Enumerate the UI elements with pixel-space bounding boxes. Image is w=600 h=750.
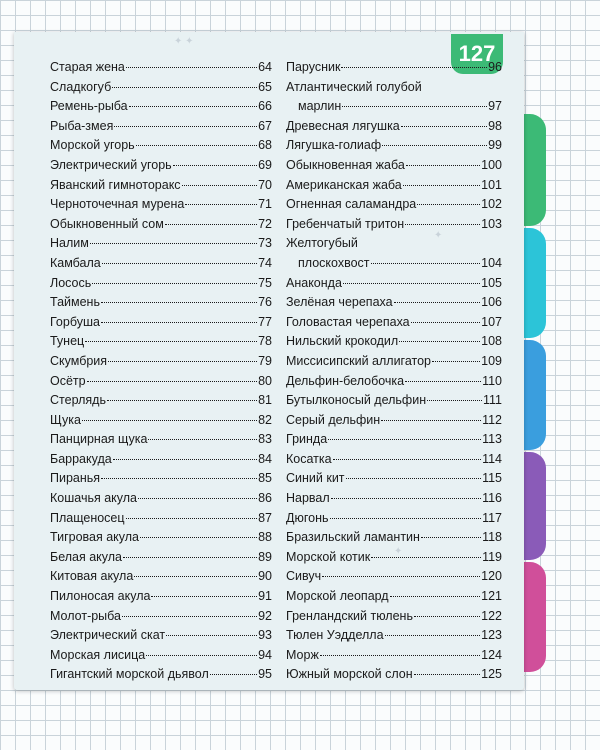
entry-page-number: 111 xyxy=(482,393,502,408)
entry-page-number: 74 xyxy=(258,255,272,270)
entry-name: Пиранья xyxy=(50,471,101,486)
dot-leader xyxy=(390,596,481,597)
entry-name: Бразильский ламантин xyxy=(286,530,420,545)
entry-name: Американская жаба xyxy=(286,177,402,192)
index-entry xyxy=(50,567,272,587)
index-entry xyxy=(286,254,502,274)
entry-page-number: 92 xyxy=(258,608,272,623)
entry-name: Гренландский тюлень xyxy=(286,608,413,623)
entry-name: Зелёная черепаха xyxy=(286,295,393,310)
index-entry xyxy=(286,176,502,196)
dot-leader xyxy=(82,420,257,421)
dot-leader xyxy=(381,420,481,421)
dot-leader xyxy=(185,204,257,205)
index-entry xyxy=(286,430,502,450)
entry-page-number: 67 xyxy=(258,118,272,133)
entry-name: Камбала xyxy=(50,255,101,270)
entry-page-number: 81 xyxy=(258,393,272,408)
entry-name: Кошачья акула xyxy=(50,491,137,506)
dot-leader xyxy=(330,518,482,519)
index-entry xyxy=(50,646,272,666)
dot-leader xyxy=(328,439,481,440)
index-entry xyxy=(50,450,272,470)
index-entry xyxy=(50,97,272,117)
entry-page-number: 76 xyxy=(258,295,272,310)
entry-name: Миссисипский аллигатор xyxy=(286,353,432,368)
entry-name: Гребенчатый тритон xyxy=(286,216,405,231)
index-entry xyxy=(286,548,502,568)
dot-leader xyxy=(90,243,257,244)
dot-leader xyxy=(417,204,480,205)
dot-leader xyxy=(414,674,481,675)
entry-name: Атлантический голубой xyxy=(286,79,422,94)
entry-name: Плащеносец xyxy=(50,510,125,525)
dot-leader xyxy=(123,557,257,558)
entry-page-number: 123 xyxy=(481,628,502,643)
dot-leader xyxy=(173,165,257,166)
entry-page-number: 116 xyxy=(482,491,502,506)
index-entry xyxy=(286,489,502,509)
index-entry xyxy=(286,97,502,117)
entry-page-number: 99 xyxy=(488,138,502,153)
entry-name: Барракуда xyxy=(50,451,112,466)
entry-page-number: 64 xyxy=(258,60,272,74)
index-entry xyxy=(286,78,502,98)
entry-page-number: 94 xyxy=(258,647,272,662)
dot-leader xyxy=(401,126,487,127)
entry-page-number: 87 xyxy=(258,510,272,525)
entry-page-number: 84 xyxy=(258,451,272,466)
entry-name: Рыба-змея xyxy=(50,118,114,133)
index-entry xyxy=(50,254,272,274)
index-entry xyxy=(50,117,272,137)
dot-leader xyxy=(101,478,257,479)
entry-name: Таймень xyxy=(50,295,100,310)
entry-name: Скумбрия xyxy=(50,353,108,368)
dot-leader xyxy=(92,283,257,284)
dot-leader xyxy=(126,518,258,519)
entry-name: Головастая черепаха xyxy=(286,314,410,329)
entry-page-number: 72 xyxy=(258,216,272,231)
entry-page-number: 124 xyxy=(481,647,502,662)
index-entry xyxy=(286,665,502,685)
entry-page-number: 68 xyxy=(258,138,272,153)
entry-page-number: 115 xyxy=(482,471,502,486)
dot-leader xyxy=(134,576,257,577)
entry-name: Морж xyxy=(286,647,319,662)
entry-page-number: 108 xyxy=(481,334,502,349)
sparkle-icon: ✦ xyxy=(394,546,403,557)
index-entry xyxy=(286,332,502,352)
index-entry xyxy=(286,411,502,431)
entry-page-number: 125 xyxy=(481,667,502,682)
entry-page-number: 95 xyxy=(258,667,272,682)
entry-page-number: 107 xyxy=(481,314,502,329)
entry-name: Тюлен Уэдделла xyxy=(286,628,384,643)
index-entry xyxy=(50,509,272,529)
entry-page-number: 70 xyxy=(258,177,272,192)
index-entry xyxy=(50,665,272,685)
entry-page-number: 73 xyxy=(258,236,272,251)
index-entry xyxy=(286,313,502,333)
entry-page-number: 86 xyxy=(258,491,272,506)
entry-page-number: 121 xyxy=(481,589,502,604)
entry-name: Нарвал xyxy=(286,491,330,506)
index-entry xyxy=(286,136,502,156)
entry-page-number: 91 xyxy=(258,589,272,604)
dot-leader xyxy=(411,322,481,323)
entry-name: Анаконда xyxy=(286,275,342,290)
entry-name: Старая жена xyxy=(50,60,125,74)
dot-leader xyxy=(146,655,257,656)
entry-name: Нильский крокодил xyxy=(286,334,399,349)
index-entry xyxy=(286,293,502,313)
entry-page-number: 90 xyxy=(258,569,272,584)
index-entry xyxy=(50,293,272,313)
index-entry xyxy=(286,58,502,78)
entry-name: Лосось xyxy=(50,275,92,290)
index-entry xyxy=(286,372,502,392)
index-entry xyxy=(286,234,502,254)
entry-page-number: 119 xyxy=(482,549,502,564)
index-entry xyxy=(50,548,272,568)
index-entry xyxy=(286,587,502,607)
index-entry xyxy=(50,332,272,352)
dot-leader xyxy=(140,537,257,538)
entry-name: Гринда xyxy=(286,432,328,447)
entry-name: плоскохвост xyxy=(298,255,370,270)
dot-leader xyxy=(166,635,257,636)
entry-page-number: 78 xyxy=(258,334,272,349)
entry-name: Горбуша xyxy=(50,314,100,329)
index-entry xyxy=(50,469,272,489)
dot-leader xyxy=(394,302,481,303)
index-entry xyxy=(286,646,502,666)
index-entry xyxy=(50,587,272,607)
index-entry xyxy=(286,567,502,587)
entry-name: Тигровая акула xyxy=(50,530,140,545)
index-entry xyxy=(286,509,502,529)
index-entry xyxy=(286,607,502,627)
dot-leader xyxy=(414,616,480,617)
dot-leader xyxy=(138,498,257,499)
entry-page-number: 112 xyxy=(482,412,502,427)
dot-leader xyxy=(101,322,257,323)
index-entry xyxy=(286,391,502,411)
entry-page-number: 103 xyxy=(481,216,502,231)
dot-leader xyxy=(126,67,257,68)
entry-name: Дельфин-белобочка xyxy=(286,373,405,388)
entry-page-number: 118 xyxy=(482,530,502,545)
index-entry xyxy=(50,411,272,431)
entry-page-number: 120 xyxy=(481,569,502,584)
entry-name: Гигантский морской дьявол xyxy=(50,667,209,682)
dot-leader xyxy=(346,478,482,479)
entry-page-number: 98 xyxy=(488,118,502,133)
index-entry xyxy=(286,352,502,372)
entry-name: марлин xyxy=(298,99,342,114)
dot-leader xyxy=(343,283,480,284)
index-entry xyxy=(50,215,272,235)
entry-page-number: 122 xyxy=(481,608,502,623)
entry-page-number: 104 xyxy=(481,255,502,270)
entry-page-number: 117 xyxy=(482,510,502,525)
entry-name: Синий кит xyxy=(286,471,345,486)
entry-name: Огненная саламандра xyxy=(286,197,417,212)
entry-name: Щука xyxy=(50,412,81,427)
index-entry xyxy=(50,489,272,509)
entry-page-number: 97 xyxy=(488,99,502,114)
entry-name: Морской котик xyxy=(286,549,371,564)
entry-page-number: 100 xyxy=(481,157,502,172)
entry-page-number: 83 xyxy=(258,432,272,447)
dot-leader xyxy=(333,459,481,460)
dot-leader xyxy=(151,596,257,597)
dot-leader xyxy=(136,145,257,146)
index-entry xyxy=(50,58,272,78)
dot-leader xyxy=(107,400,257,401)
dot-leader xyxy=(101,302,257,303)
index-entry xyxy=(50,372,272,392)
sparkle-icon: ✦ ✦ xyxy=(174,36,194,47)
entry-name: Косатка xyxy=(286,451,332,466)
dot-leader xyxy=(322,576,480,577)
index-entry xyxy=(286,156,502,176)
dot-leader xyxy=(165,224,257,225)
entry-page-number: 93 xyxy=(258,628,272,643)
entry-page-number: 71 xyxy=(258,197,272,212)
entry-name: Черноточечная мурена xyxy=(50,197,185,212)
dot-leader xyxy=(406,165,480,166)
dot-leader xyxy=(112,87,257,88)
dot-leader xyxy=(403,185,480,186)
entry-name: Древесная лягушка xyxy=(286,118,400,133)
dot-leader xyxy=(102,263,257,264)
dot-leader xyxy=(113,459,257,460)
dot-leader xyxy=(427,400,482,401)
entry-page-number: 77 xyxy=(258,314,272,329)
dot-leader xyxy=(432,361,480,362)
index-entry xyxy=(50,274,272,294)
index-entry xyxy=(50,391,272,411)
dot-leader xyxy=(405,224,480,225)
entry-name: Южный морской слон xyxy=(286,667,413,682)
dot-leader xyxy=(371,557,481,558)
entry-name: Серый дельфин xyxy=(286,412,381,427)
entry-page-number: 65 xyxy=(258,79,272,94)
entry-name: Морской леопард xyxy=(286,589,389,604)
index-entry xyxy=(286,215,502,235)
index-entry xyxy=(286,469,502,489)
entry-page-number: 89 xyxy=(258,549,272,564)
entry-page-number: 96 xyxy=(488,60,502,74)
entry-name: Морской угорь xyxy=(50,138,135,153)
dot-leader xyxy=(129,106,257,107)
index-entry xyxy=(50,136,272,156)
dot-leader xyxy=(331,498,481,499)
dot-leader xyxy=(399,341,480,342)
entry-page-number: 79 xyxy=(258,353,272,368)
index-entry xyxy=(286,274,502,294)
entry-name: Морская лисица xyxy=(50,647,146,662)
index-entry xyxy=(50,626,272,646)
entry-name: Панцирная щука xyxy=(50,432,148,447)
sparkle-icon: ✦ xyxy=(434,230,443,241)
index-entry xyxy=(50,78,272,98)
entry-page-number: 88 xyxy=(258,530,272,545)
entry-name: Белая акула xyxy=(50,549,123,564)
index-entry xyxy=(286,450,502,470)
entry-name: Китовая акула xyxy=(50,569,134,584)
entry-page-number: 105 xyxy=(481,275,502,290)
entry-name: Налим xyxy=(50,236,89,251)
dot-leader xyxy=(382,145,487,146)
entry-page-number: 85 xyxy=(258,471,272,486)
index-entry xyxy=(50,607,272,627)
index-entry xyxy=(50,156,272,176)
index-entry xyxy=(286,195,502,215)
entry-name: Лягушка-голиаф xyxy=(286,138,382,153)
entry-page-number: 75 xyxy=(258,275,272,290)
index-column-right xyxy=(286,58,502,685)
entry-name: Ремень-рыба xyxy=(50,99,128,114)
entry-name: Осётр xyxy=(50,373,86,388)
dot-leader xyxy=(122,616,257,617)
entry-page-number: 69 xyxy=(258,157,272,172)
entry-page-number: 110 xyxy=(482,373,502,388)
entry-name: Электрический угорь xyxy=(50,157,172,172)
dot-leader xyxy=(320,655,480,656)
entry-page-number: 114 xyxy=(482,451,502,466)
entry-page-number: 113 xyxy=(482,432,502,447)
index-entry xyxy=(50,352,272,372)
entry-page-number: 82 xyxy=(258,412,272,427)
dot-leader xyxy=(87,381,257,382)
dot-leader xyxy=(341,67,487,68)
dot-leader xyxy=(421,537,481,538)
entry-page-number: 101 xyxy=(481,177,502,192)
dot-leader xyxy=(210,674,257,675)
entry-page-number: 102 xyxy=(481,197,502,212)
entry-page-number: 80 xyxy=(258,373,272,388)
entry-name: Тунец xyxy=(50,334,85,349)
entry-name: Обыкновенная жаба xyxy=(286,157,405,172)
entry-name: Сладкогуб xyxy=(50,79,112,94)
dot-leader xyxy=(405,381,481,382)
index-entry xyxy=(50,195,272,215)
dot-leader xyxy=(182,185,258,186)
dot-leader xyxy=(108,361,257,362)
dot-leader xyxy=(371,263,481,264)
entry-name: Дюгонь xyxy=(286,510,329,525)
entry-name: Яванский гимноторакс xyxy=(50,177,181,192)
entry-page-number: 109 xyxy=(481,353,502,368)
page-number-badge: 127 xyxy=(451,34,503,74)
index-entry xyxy=(50,234,272,254)
dot-leader xyxy=(385,635,481,636)
entry-name: Парусник xyxy=(286,60,341,74)
entry-page-number: 66 xyxy=(258,99,272,114)
dot-leader xyxy=(85,341,257,342)
dot-leader xyxy=(342,106,487,107)
entry-name: Сивуч xyxy=(286,569,322,584)
entry-name: Стерлядь xyxy=(50,393,106,408)
index-entry xyxy=(50,313,272,333)
entry-page-number: 106 xyxy=(481,295,502,310)
index-entry xyxy=(50,430,272,450)
index-entry xyxy=(286,528,502,548)
entry-name: Молот-рыба xyxy=(50,608,121,623)
index-entry xyxy=(286,117,502,137)
index-column-left xyxy=(50,58,272,685)
entry-name: Электрический скат xyxy=(50,628,166,643)
index-entry xyxy=(286,626,502,646)
entry-name: Желтогубый xyxy=(286,236,358,251)
dot-leader xyxy=(148,439,257,440)
entry-name: Бутылконосый дельфин xyxy=(286,393,427,408)
index-entry xyxy=(50,176,272,196)
dot-leader xyxy=(114,126,257,127)
index-entry xyxy=(50,528,272,548)
entry-name: Обыкновенный сом xyxy=(50,216,164,231)
entry-name: Пилоносая акула xyxy=(50,589,151,604)
